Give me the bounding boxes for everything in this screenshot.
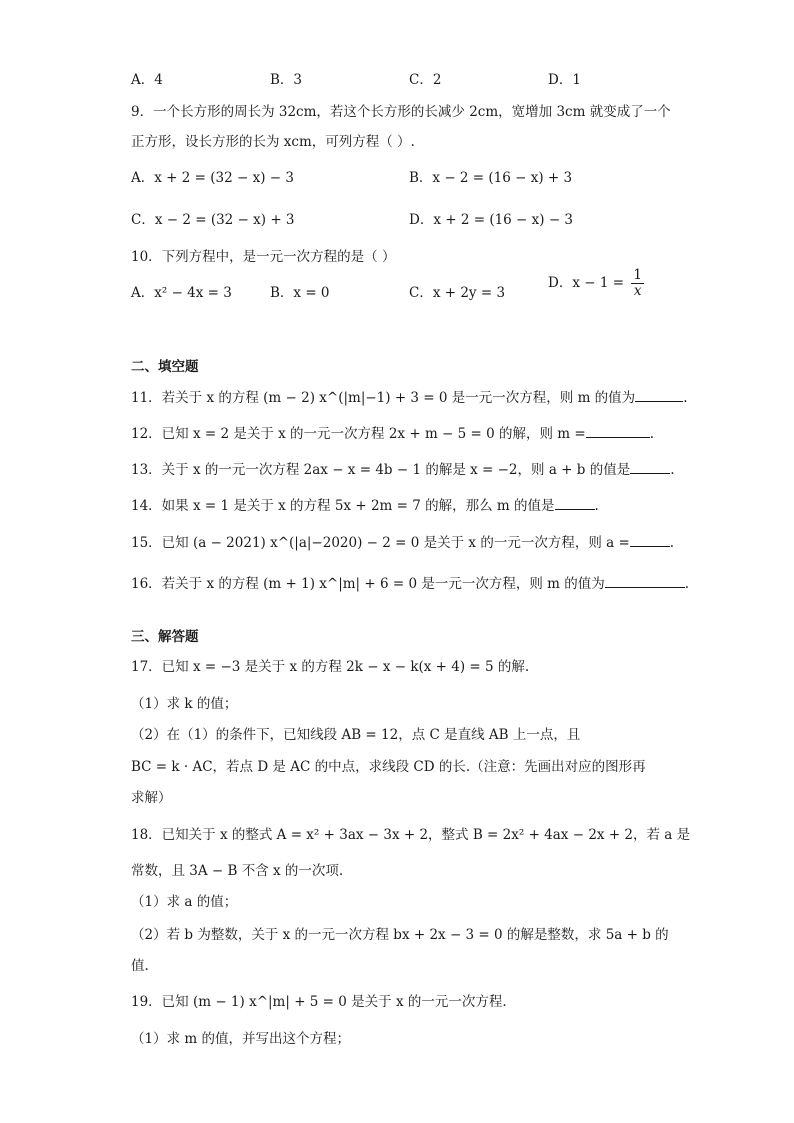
q9-option-d: D．x + 2 = (16 − x) − 3 [409,212,574,228]
answer-blank [605,575,685,588]
q10-option-d [548,268,644,299]
q9-stem-line1: 9．一个长方形的周长为 32cm，若这个长方形的长减少 2cm，宽增加 3cm 就变成了一个 [131,104,671,120]
q13-text: 13．关于 x 的一元一次方程 2ax − x = 4b − 1 的解是 x = −2，则 a + b 的值是 [131,462,631,478]
q17-part2-line3: 求解） [131,790,172,806]
q10-option-b: B．x = 0 [270,285,330,301]
q13-end: . [670,462,675,478]
q10-option-d-prefix: D．x − 1 = [548,275,625,291]
q17-part2-line2: BC = k · AC，若点 D 是 AC 的中点，求线段 CD 的长.（注意：先画出对应的图形再 [131,759,646,775]
q8-option-c: C．2 [409,72,442,88]
q8-option-d: D．1 [548,72,581,88]
q18-stem-line2: 常数，且 3A − B 不含 x 的一次项. [131,863,344,879]
q9-option-b: B．x − 2 = (16 − x) + 3 [409,170,573,186]
q11-text: 11．若关于 x 的方程 (m − 2) x^(|m|−1) + 3 = 0 是一元一次方程，则 m 的值为 [131,390,636,406]
q15-text: 15．已知 (a − 2021) x^(|a|−2020) − 2 = 0 是关于 x 的一元一次方程，则 a = [131,535,630,551]
answer-blank [635,389,683,402]
q19-stem: 19．已知 (m − 1) x^|m| + 5 = 0 是关于 x 的一元一次方程. [131,994,507,1010]
answer-blank [586,425,650,438]
q14-text: 14．如果 x = 1 是关于 x 的方程 5x + 2m = 7 的解，那么 m 的值是 [131,498,555,514]
q10-stem: 10．下列方程中，是一元一次方程的是（ ） [131,249,396,265]
q19-part1: （1）求 m 的值，并写出这个方程； [131,1031,350,1047]
q11 [131,386,687,406]
q10-option-c: C．x + 2y = 3 [409,285,506,301]
q12 [131,422,654,442]
q9-option-c: C．x − 2 = (32 − x) + 3 [131,212,295,228]
q16 [131,572,689,592]
q9-option-a: A．x + 2 = (32 − x) − 3 [131,170,294,186]
q9-stem-line2: 正方形，设长方形的长为 xcm，可列方程（ ）. [131,134,415,150]
section-fill-in-title: 二、填空题 [131,359,199,375]
q11-end: . [683,390,688,406]
q18-part2-line1: （2）若 b 为整数，关于 x 的一元一次方程 bx + 2x − 3 = 0 的解是整数，求 5a + b 的 [131,927,669,943]
q14-end: . [594,498,599,514]
q16-end: . [684,576,690,592]
fraction [631,268,644,299]
q12-end: . [649,426,654,442]
q8-option-b: B．3 [270,72,303,88]
answer-blank [630,534,670,547]
q17-stem: 17．已知 x = −3 是关于 x 的方程 2k − x − k(x + 4) = 5 的解. [131,659,530,675]
answer-blank [555,497,595,510]
q10-option-a: A．x² − 4x = 3 [131,285,232,301]
q15 [131,531,674,551]
q15-end: . [669,535,675,551]
answer-blank [630,461,670,474]
q8-option-a: A．4 [131,72,163,88]
q18-part2-line2: 值. [131,958,149,974]
q13 [131,458,675,478]
q16-text: 16．若关于 x 的方程 (m + 1) x^|m| + 6 = 0 是一元一次方程，则 m 的值为 [131,576,605,592]
fraction-denominator: x [633,283,642,299]
q17-part2-line1: （2）在（1）的条件下，已知线段 AB = 12，点 C 是直线 AB 上一点，且 [131,727,581,743]
fraction-numerator: 1 [633,267,642,283]
q14 [131,494,599,514]
q18-part1: （1）求 a 的值； [131,894,238,910]
q18-stem-line1: 18．已知关于 x 的整式 A = x² + 3ax − 3x + 2，整式 B = 2x² + 4ax − 2x + 2，若 a 是 [131,827,691,843]
q12-text: 12．已知 x = 2 是关于 x 的一元一次方程 2x + m − 5 = 0 的解，则 m = [131,426,586,442]
section-solve-title: 三、解答题 [131,629,199,645]
q17-part1: （1）求 k 的值； [131,696,238,712]
